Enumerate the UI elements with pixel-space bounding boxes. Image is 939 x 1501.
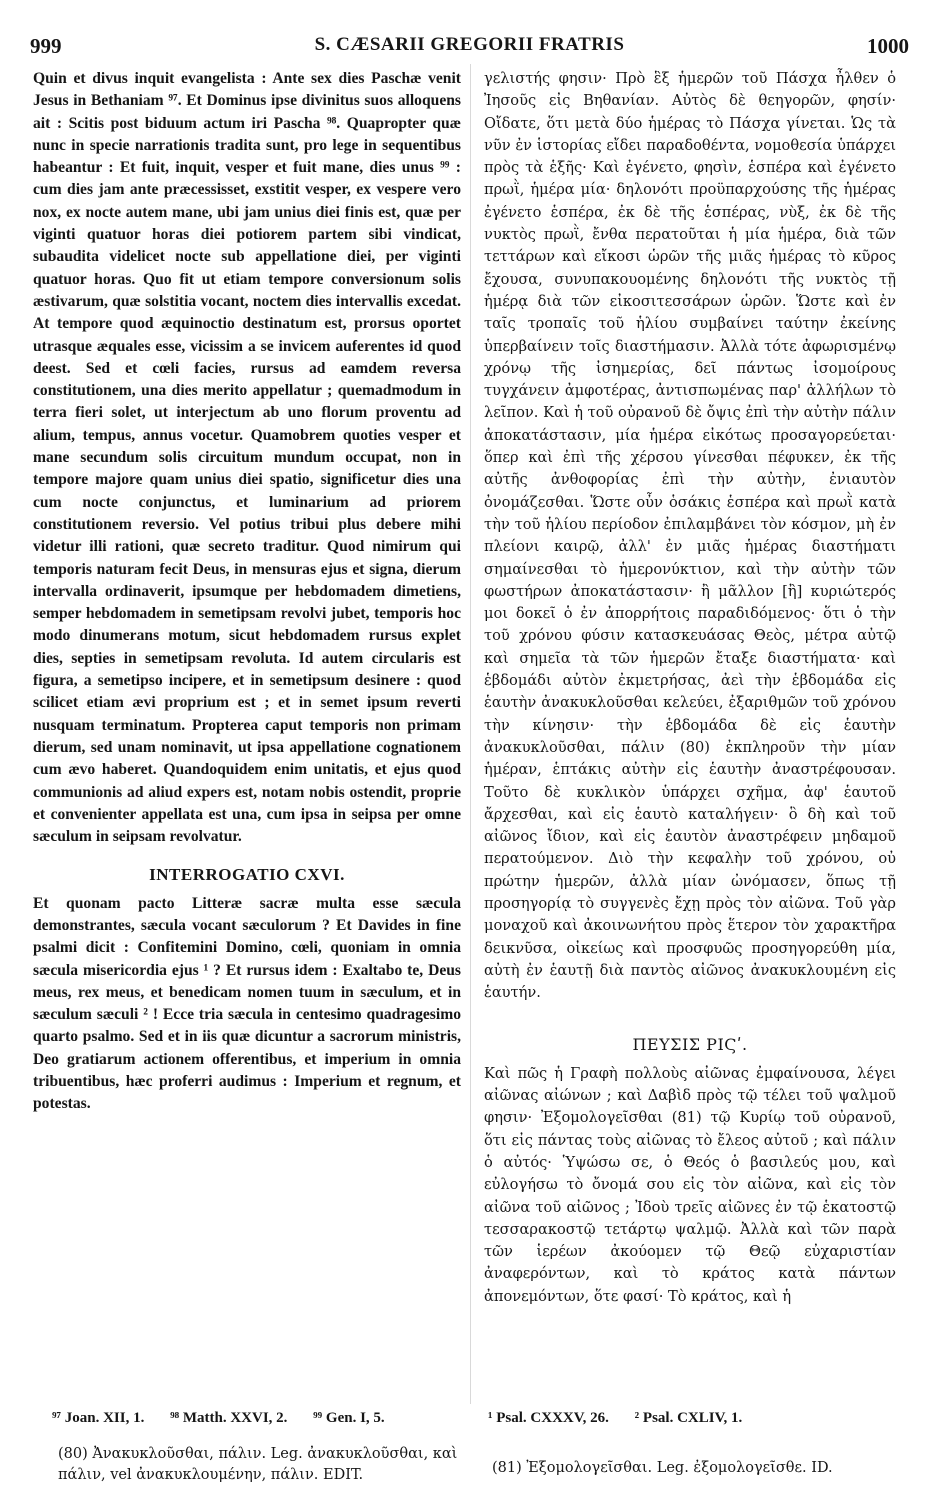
critical-note-81: (81) Ἐξομολογεῖσθαι. Leg. ἐξομολογεῖσθε. ID. [492, 1460, 833, 1476]
column-separator [470, 64, 471, 1404]
page-number-left: 999 [30, 34, 62, 58]
footnotes-right [488, 1410, 908, 1427]
footnote-1: ¹ Psal. CXXXV, 26. [488, 1410, 609, 1426]
greek-column [484, 68, 896, 1308]
greek-heading: ΠΕΥΣΙΣ ΡΙϚʹ. [632, 1035, 748, 1055]
greek-paragraph-2: Καὶ πῶς ἡ Γραφὴ πολλοὺς αἰῶνας ἐμφαίνουσα, λέγει αἰῶνας αἰώνων ; καὶ Δαβὶδ πρὸς τῷ τέλει τοῦ ψαλμοῦ φησιν· Ἐξομολογεῖσθαι (81) τῷ Κυρίῳ τοῦ οὐρανοῦ, ὅτι εἰς πάντας τοὺς αἰῶνας τὸ ἔλεος αὐτοῦ ; καὶ πάλιν ὁ αὐτός· Ὑψώσω σε, ὁ Θεός ὁ βασιλεύς μου, καὶ εὐλογήσω τὸ ὄνομά σου εἰς τὸν αἰῶνα, καὶ εἰς τὸν αἰῶνα τοῦ αἰῶνος ; Ἰδοὺ τρεῖς αἰῶνες ἐν τῷ ἑκατοστῷ τεσσαρακοστῷ τετάρτῳ ψαλμῷ. Ἀλλὰ καὶ τῶν παρὰ τῶν ἱερέων ἀκούομεν τῷ Θεῷ εὐχαριστίαν ἀναφερόντων, καὶ τὸ κράτος κατὰ πάντων ἀπονεμόντων, ὅτε φασί· Τὸ κράτος, καὶ ἡ [484, 1064, 896, 1305]
footnotes-left [52, 1410, 472, 1427]
latin-column [33, 68, 461, 1116]
page-number-right: 1000 [867, 34, 909, 58]
footnote-2: ² Psal. CXLIV, 1. [634, 1410, 743, 1426]
critical-note-80: (80) Ἀνακυκλοῦσθαι, πάλιν. Leg. ἀνακυκλοῦσθαι, καὶ πάλιν, vel ἀνακυκλουμένην, πάλιν. EDIT. [58, 1446, 458, 1483]
latin-heading: INTERROGATIO CXVI. [149, 865, 345, 885]
latin-paragraph-1: Quin et divus inquit evangelista : Ante sex dies Paschæ venit Jesus in Bethaniam ⁹⁷. Et Dominus ipse divinitus suos alloquens ait : Scitis post biduum actum iri Pascha ⁹⁸. Quapropter quæ nunc in specie narrationis tradita sunt, pro lege in sequentibus habeantur : Et fuit, inquit, vesper et fuit mane, dies unus ⁹⁹ : cum dies jam ante præcessisset, exstitit vesper, ex vespere vero nox, ex nocte autem mane, ubi jam unius diei finis est, quæ per viginti quatuor horas diei potiorem partem sibi vindicat, subaudita videlicet nocte sub appellatione diei, per viginti quatuor horas. Quo fit ut etiam tempore conversionum solis æstivarum, quæ solstitia vocant, noctem dies intervallis excedat. At tempore quod æquinoctio destinatum est, prorsus oportet utrasque æquales esse, vicissim a se invicem auferentes id quod deest. Sed et cœli facies, rursus ad eamdem reversa constitutionem, una dies merito appellatur ; quemadmodum in terra fieri solet, ut interjectum ab uno florum proventu ad alium, tempus, annus vocetur. Quamobrem quoties vesper et mane secundum solis circuitum mundum occupat, non in tempore majore quam unius diei spatio, significetur dies una cum nocte conjunctus, et luminarium ad priorem constitutionem reversio. Vel potius tribui plus debere mihi videtur illi rationi, quæ secreto traditur. Quod nimirum qui temporis naturam fecit Deus, in mensuras ejus et signa, dierum intervalla ordinaverit, ipsumque per hebdomadem dimetiens, semper hebdomadem in semetipsam revolvi jubet, temporis hoc modo dinumerans motum, sicut hebdomadem rursus explet dies, septies in semetipsam revoluta. Id autem circularis est figura, a semetipso incipere, et in semetipsum desinere : quod scilicet etiam ævi proprium est ; et in semet ipsum reverti nusquam terminatum. Propterea caput temporis non primam dierum, sed unam nominavit, ut ipsa appellatione cognationem cum ævo haberet. Quandoquidem enim unitatis, et ejus quod communionis ad aliud expers est, notam nobis ostendit, proprie et convenienter appellata est una, cum ipsa in seipsa per omne sæculum in seipsam revolvatur. [33, 70, 461, 846]
running-title: S. CÆSARII GREGORII FRATRIS [314, 34, 625, 55]
latin-paragraph-2: Et quonam pacto Litteræ sacræ multa esse sæcula demonstrantes, sæcula vocant sæculorum ? Et Davides in fine psalmi dicit : Confitemini Domino, cœli, quoniam in omnia sæcula misericordia ejus ¹ ? Et rursus idem : Exaltabo te, Deus meus, rex meus, et benedicam nomen tuum in sæculum, et in sæculum sæculi ² ! Ecce tria sæcula in centesimo quadragesimo quarto psalmo. Sed et in iis quæ dicuntur a sacrorum ministris, Deo gratiarum actionem offerentibus, et imperium in omnia tribuentibus, hæc proferri audimus : Imperium et regnum, et potestas. [33, 894, 461, 1113]
footnote-98: ⁹⁸ Matth. XXVI, 2. [170, 1410, 288, 1426]
greek-paragraph-1: γελιστής φησιν· Πρὸ ἓξ ἡμερῶν τοῦ Πάσχα ἦλθεν ὁ Ἰησοῦς εἰς Βηθανίαν. Αὐτὸς δὲ θεηγορῶν, φησίν· Οἴδατε, ὅτι μετὰ δύο ἡμέρας τὸ Πάσχα γίνεται. Ὡς τὰ νῦν ἐν ἱστορίας εἴδει παραδοθέντα, νομοθεσία ὑπάρχει πρὸς τὰ ἑξῆς· Καὶ ἐγένετο, φησὶν, ἑσπέρα καὶ ἐγένετο πρωῒ, ἡμέρα μία· δηλονότι προϋπαρχούσης τῆς ἡμέρας ἐγένετο ἑσπέρα, ἐκ δὲ τῆς ἑσπέρας, νὺξ, ἐκ δὲ τῆς νυκτὸς πρωῒ, ἔνθα περατοῦται ἡ μία ἡμέρα, διὰ τῶν τεττάρων καὶ εἴκοσι ὡρῶν τῆς μιᾶς ἡμέρας τὸ κῦρος ἔχουσα, συνυπακουομένης δηλονότι τῆς νυκτὸς τῇ ἡμέρᾳ διὰ τῶν εἰκοσιτεσσάρων ὡρῶν. Ὥστε καὶ ἐν ταῖς τροπαῖς τοῦ ἡλίου συμβαίνει ταύτην ἐκείνης ὑπερβαίνειν τοῖς διαστήμασιν. Ἀλλὰ τότε ἀφωρισμένῳ χρόνῳ τῆς ἰσημερίας, δεῖ πάντως ἰσομοίρους τυγχάνειν ἀμφοτέρας, ἀντισπωμένας παρ' ἀλλήλων τὸ λεῖπον. Καὶ ἡ τοῦ οὐρανοῦ δὲ ὄψις ἐπὶ τὴν αὐτὴν πάλιν ἀποκατάστασιν, μία ἡμέρα εἰκότως προσαγορεύεται· ὅπερ καὶ ἐπὶ τῆς χέρσου γίνεσθαι πέφυκεν, ἐκ τῆς αὐτῆς ἀνθοφορίας ἐπὶ τὴν αὐτὴν, ἐνιαυτὸν ὀνομάζεσθαι. Ὥστε οὖν ὁσάκις ἑσπέρα καὶ πρωῒ κατὰ τὴν τοῦ ἡλίου περίοδον ἐπιλαμβάνει τὸν κόσμον, μὴ ἐν πλείονι καιρῷ, ἀλλ' ἐν μιᾶς ἡμέρας διαστήματι σημαίνεσθαι τὸ ἡμερονύκτιον, καὶ τὴν αὐτὴν τῶν φωστήρων ἀποκατάστασιν· ἢ μᾶλλον [ἢ] κυριώτερός μοι δοκεῖ ὁ ἐν ἀπορρήτοις παραδιδόμενος· ὅτι ὁ τὴν τοῦ χρόνου φύσιν κατασκευάσας Θεὸς, μέτρα αὐτῷ καὶ σημεῖα τὰ τῶν ἡμερῶν ἔταξε διαστήματα· καὶ ἑβδομάδι αὐτὸν ἐκμετρήσας, ἀεὶ τὴν ἑβδομάδα εἰς ἑαυτὴν ἀνακυκλοῦσθαι κελεύει, ἐξαριθμῶν τοῦ χρόνου τὴν κίνησιν· τὴν ἑβδομάδα δὲ εἰς ἑαυτὴν ἀνακυκλοῦσθαι, πάλιν (80) ἐκπληροῦν τὴν μίαν ἡμέραν, ἑπτάκις αὐτὴν εἰς ἑαυτὴν ἀναστρέφουσαν. Τοῦτο δὲ κυκλικὸν ὑπάρχει σχῆμα, ἀφ' ἑαυτοῦ ἄρχεσθαι, καὶ εἰς ἑαυτὸ καταλήγειν· ὃ δὴ καὶ τοῦ αἰῶνος ἴδιον, καὶ εἰς ἑαυτὸν ἀναστρέφειν μηδαμοῦ περατούμενον. Διὸ τὴν κεφαλὴν τοῦ χρόνου, οὐ πρώτην ἡμερῶν, ἀλλὰ μίαν ὠνόμασεν, ὅπως τῇ προσηγορίᾳ τὸ συγγενὲς ἔχῃ πρὸς τὸν αἰῶνα. Τοῦ γὰρ μοναχοῦ καὶ ἀκοινωνήτου πρὸς ἕτερον τὸν χαρακτῆρα δεικνῦσα, οἰκείως καὶ προσφυῶς προσηγορεύθη μία, αὐτὴ ἐν ἑαυτῇ διὰ παντὸς αἰῶνος ἀνακυκλουμένη εἰς ἑαυτήν. [484, 70, 896, 1002]
page-header [30, 34, 909, 60]
footnote-99: ⁹⁹ Gen. I, 5. [313, 1410, 385, 1426]
footnote-97: ⁹⁷ Joan. XII, 1. [52, 1410, 145, 1426]
